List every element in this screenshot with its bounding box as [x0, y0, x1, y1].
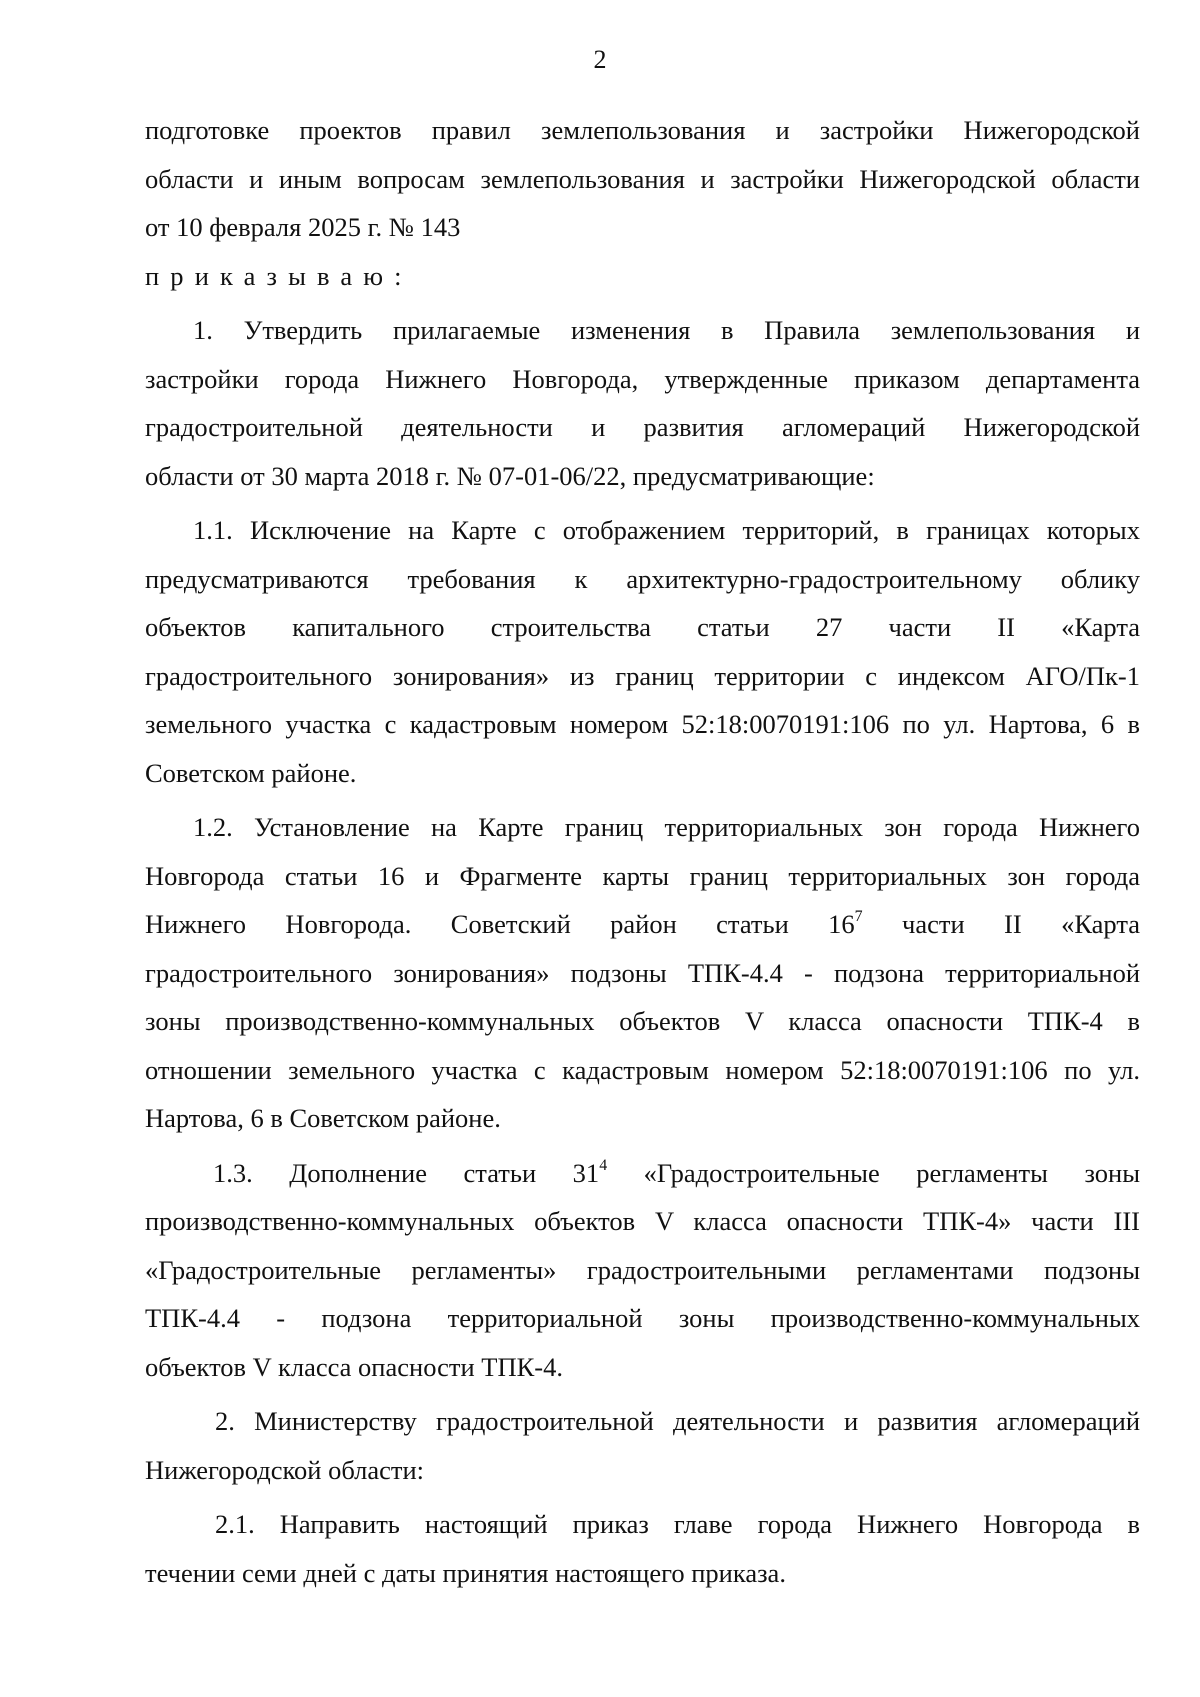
paragraph-1-line: застройки города Нижнего Новгорода, утвержденные приказом департамента: [145, 363, 1140, 394]
paragraph-1-2-line: Нартова, 6 в Советском районе.: [145, 1103, 501, 1133]
paragraph-1-3-line: объектов V класса опасности ТПК-4.: [145, 1351, 563, 1382]
paragraph-1-2-line: Новгорода статьи 16 и Фрагменте карты границ территориальных зон города: [145, 860, 1140, 891]
paragraph-2-1-line: течении семи дней с даты принятия настоящего приказа.: [145, 1557, 786, 1588]
paragraph-1-2-line: градостроительного зонирования» подзоны ТПК-4.4 - подзона территориальной: [145, 957, 1140, 988]
page-number: 2: [593, 45, 607, 74]
line-text: Нижнего Новгорода. Советский район статьи 16: [145, 909, 855, 939]
superscript: 4: [599, 1156, 608, 1174]
text-line: подготовке проектов правил землепользования и застройки Нижегородской: [145, 115, 1140, 145]
paragraph-1-line: градостроительной деятельности и развития агломераций Нижегородской: [145, 412, 1140, 442]
text-line: от 10 февраля 2025 г. № 143: [145, 212, 461, 242]
line-text: 1.3. Дополнение статьи 31: [213, 1157, 600, 1188]
paragraph-2-line: 2. Министерству градостроительной деятельности и развития агломераций: [215, 1406, 1140, 1436]
paragraph-1-2-line: [145, 900, 1140, 949]
paragraph-1-1-line: предусматриваются требования к архитектурно-градостроительному облику: [145, 563, 1140, 594]
line-text: части II «Карта: [862, 909, 1140, 939]
paragraph-1-line: области от 30 марта 2018 г. № 07-01-06/22, предусматривающие:: [145, 460, 875, 491]
paragraph-1-3-line: ТПК-4.4 - подзона территориальной зоны производственно-коммунальных: [145, 1303, 1140, 1333]
text-line: области и иным вопросам землепользования и застройки Нижегородской области: [145, 163, 1140, 194]
paragraph-1-2-line: 1.2. Установление на Карте границ территориальных зон города Нижнего: [193, 812, 1140, 842]
paragraph-1-1-line: земельного участка с кадастровым номером 52:18:0070191:106 по ул. Нартова, 6 в: [145, 709, 1140, 739]
paragraph-1-line: 1. Утвердить прилагаемые изменения в Правила землепользования и: [193, 315, 1140, 345]
order-keyword: приказываю:: [145, 260, 413, 291]
paragraph-1-3-line: «Градостроительные регламенты» градостроительными регламентами подзоны: [145, 1254, 1140, 1285]
paragraph-1-3-line: [145, 1149, 1140, 1198]
paragraph-1-1-line: объектов капитального строительства статьи 27 части II «Карта: [145, 612, 1140, 642]
paragraph-2-1-line: 2.1. Направить настоящий приказ главе города Нижнего Новгорода в: [215, 1509, 1140, 1539]
paragraph-2-line: Нижегородской области:: [145, 1454, 425, 1485]
paragraph-1-2-line: отношении земельного участка с кадастровым номером 52:18:0070191:106 по ул.: [145, 1054, 1140, 1085]
paragraph-1-1-line: градостроительного зонирования» из границ территории с индексом АГО/Пк-1: [145, 660, 1140, 691]
paragraph-1-1-line: Советском районе.: [145, 757, 357, 788]
paragraph-1-1-line: 1.1. Исключение на Карте с отображением территорий, в границах которых: [193, 515, 1140, 545]
superscript: 7: [854, 908, 863, 926]
line-text: «Градостроительные регламенты зоны: [607, 1157, 1140, 1188]
paragraph-1-3-line: производственно-коммунальных объектов V класса опасности ТПК-4» части III: [145, 1206, 1140, 1236]
paragraph-1-2-line: зоны производственно-коммунальных объектов V класса опасности ТПК-4 в: [145, 1006, 1140, 1036]
document-body: [145, 106, 1140, 1597]
